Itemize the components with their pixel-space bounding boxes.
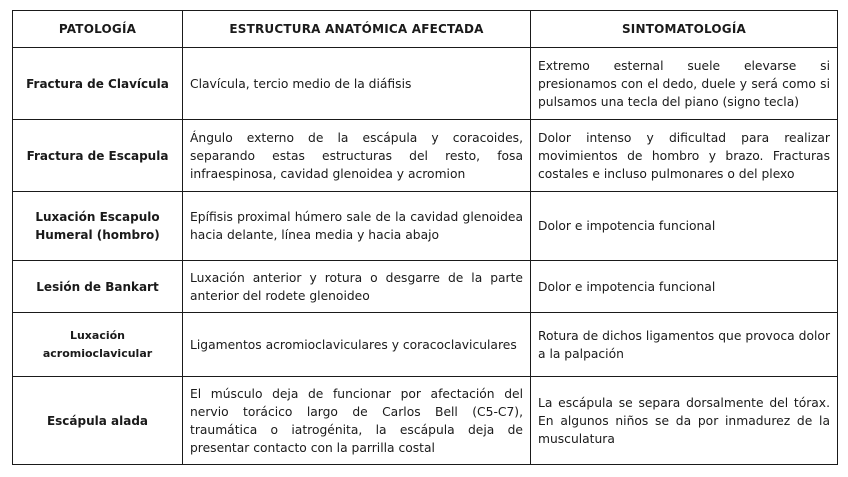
cell-patologia: Lesión de Bankart	[13, 261, 183, 313]
cell-patologia: Fractura de Escapula	[13, 120, 183, 192]
cell-estructura: Ángulo externo de la escápula y coracoides, separando estas estructuras del resto, fosa infraespinosa, cavidad glenoidea y acromion	[183, 120, 531, 192]
header-row	[13, 11, 838, 48]
header-estructura: ESTRUCTURA ANATÓMICA AFECTADA	[183, 11, 531, 48]
cell-patologia: Luxación acromioclavicular	[13, 313, 183, 377]
cell-sintomatologia: Extremo esternal suele elevarse si presionamos con el dedo, duele y será como si pulsamos una tecla del piano (signo tecla)	[531, 48, 838, 120]
table-row	[13, 120, 838, 192]
cell-sintomatologia: Dolor e impotencia funcional	[531, 261, 838, 313]
header-sintomatologia: SINTOMATOLOGÍA	[531, 11, 838, 48]
table-row	[13, 48, 838, 120]
cell-estructura: Epífisis proximal húmero sale de la cavidad glenoidea hacia delante, línea media y hacia abajo	[183, 192, 531, 261]
table-row	[13, 313, 838, 377]
table-row	[13, 192, 838, 261]
cell-estructura: Luxación anterior y rotura o desgarre de la parte anterior del rodete glenoideo	[183, 261, 531, 313]
cell-sintomatologia: La escápula se separa dorsalmente del tórax. En algunos niños se da por inmadurez de la musculatura	[531, 377, 838, 465]
cell-estructura: Ligamentos acromioclaviculares y coracoclaviculares	[183, 313, 531, 377]
table-row	[13, 377, 838, 465]
cell-patologia: Escápula alada	[13, 377, 183, 465]
cell-patologia: Fractura de Clavícula	[13, 48, 183, 120]
cell-sintomatologia: Dolor intenso y dificultad para realizar movimientos de hombro y brazo. Fracturas costales e incluso pulmonares o del plexo	[531, 120, 838, 192]
pathology-table	[12, 10, 838, 465]
cell-estructura: Clavícula, tercio medio de la diáfisis	[183, 48, 531, 120]
cell-patologia: Luxación Escapulo Humeral (hombro)	[13, 192, 183, 261]
cell-estructura: El músculo deja de funcionar por afectación del nervio torácico largo de Carlos Bell (C5-C7), traumática o iatrogénita, la escápula deja de presentar contacto con la parrilla costal	[183, 377, 531, 465]
table-row	[13, 261, 838, 313]
header-patologia: PATOLOGÍA	[13, 11, 183, 48]
cell-sintomatologia: Rotura de dichos ligamentos que provoca dolor a la palpación	[531, 313, 838, 377]
cell-sintomatologia: Dolor e impotencia funcional	[531, 192, 838, 261]
